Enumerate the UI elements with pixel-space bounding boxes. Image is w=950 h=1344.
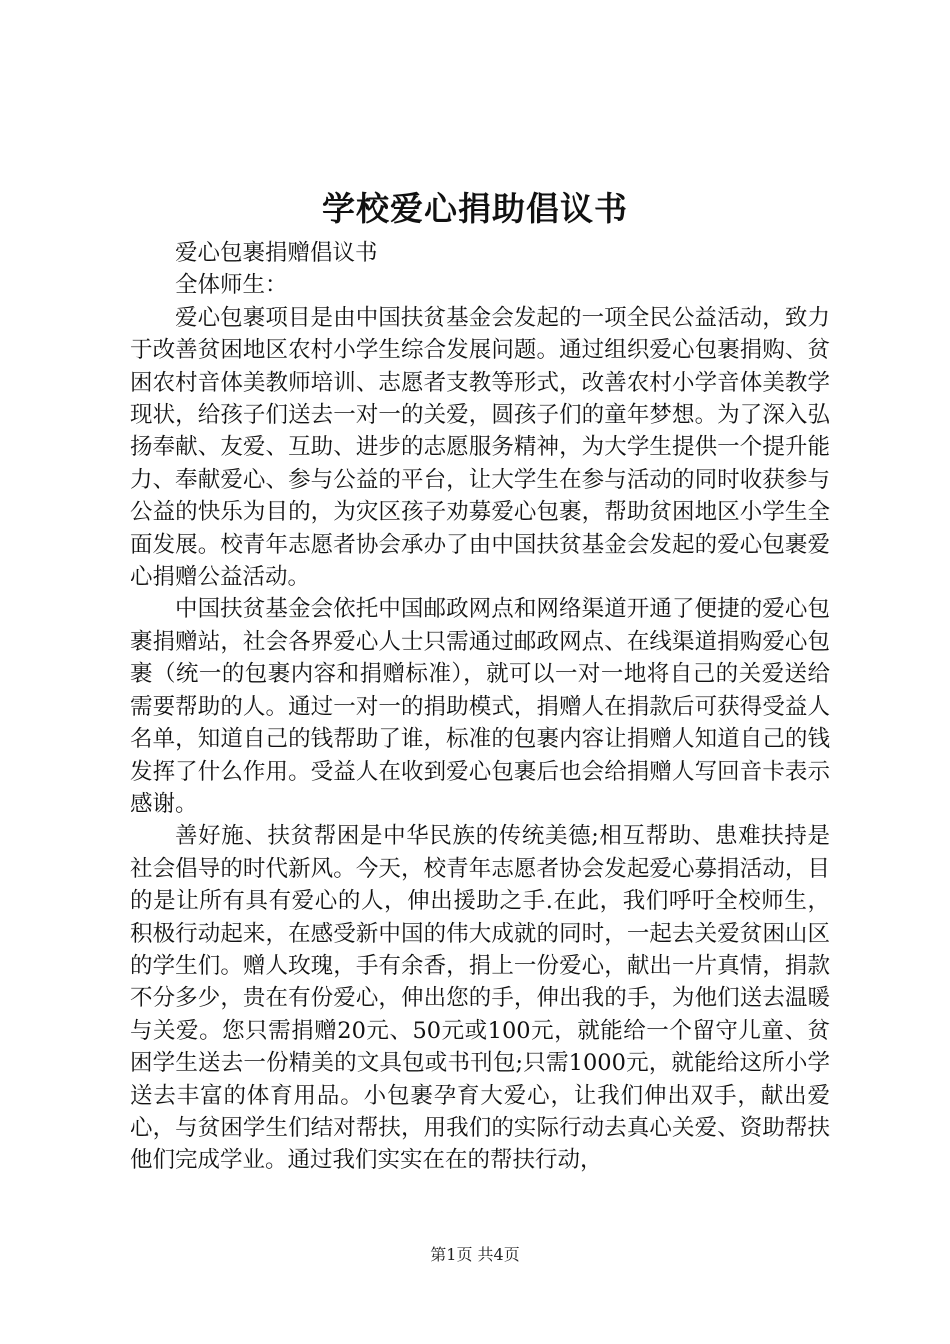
document-subtitle: 爱心包裹捐赠倡议书 <box>175 240 378 266</box>
page-footer: 第1页 共4页 <box>430 1245 520 1264</box>
paragraph-1: 爱心包裹项目是由中国扶贫基金会发起的一项全民公益活动，致力于改善贫困地区农村小学生综合发展问题。通过组织爱心包裹捐购、贫困农村音体美教师培训、志愿者支教等形式，改善农村小学音体美教学现状，给孩子们送去一对一的关爱，圆孩子们的童年梦想。为了深入弘扬奉献、友爱、互助、进步的志愿服务精神，为大学生提供一个提升能力、奉献爱心、参与公益的平台，让大学生在参与活动的同时收获参与公益的快乐为目的，为灾区孩子劝募爱心包裹，帮助贫困地区小学生全面发展。校青年志愿者协会承办了由中国扶贫基金会发起的爱心包裹爱心捐赠公益活动。 <box>130 304 830 591</box>
paragraph-3: 善好施、扶贫帮困是中华民族的传统美德;相互帮助、患难扶持是社会倡导的时代新风。今天，校青年志愿者协会发起爱心募捐活动，目的是让所有具有爱心的人，伸出援助之手.在此，我们呼吁全校师生，积极行动起来，在感受新中国的伟大成就的同时，一起去关爱贫困山区的学生们。赠人玫瑰，手有余香，捐上一份爱心，献出一片真情，捐款不分多少，贵在有份爱心，伸出您的手，伸出我的手，为他们送去温暖与关爱。您只需捐赠20元、50元或100元，就能给一个留守儿童、贫困学生送去一份精美的文具包或书刊包;只需1000元，就能给这所小学送去丰富的体育用品。小包裹孕育大爱心，让我们伸出双手，献出爱心，与贫困学生们结对帮扶，用我们的实际行动去真心关爱、资助帮扶他们完成学业。通过我们实实在在的帮扶行动， <box>130 823 830 1174</box>
document-title: 学校爱心捐助倡议书 <box>322 189 628 228</box>
document-body <box>130 237 830 1177</box>
salutation: 全体师生： <box>175 272 288 299</box>
paragraph-2: 中国扶贫基金会依托中国邮政网点和网络渠道开通了便捷的爱心包裹捐赠站，社会各界爱心人士只需通过邮政网点、在线渠道捐购爱心包裹（统一的包裹内容和捐赠标准），就可以一对一地将自己的关爱送给需要帮助的人。通过一对一的捐助模式，捐赠人在捐款后可获得受益人名单，知道自己的钱帮助了谁，标准的包裹内容让捐赠人知道自己的钱发挥了什么作用。受益人在收到爱心包裹后也会给捐赠人写回音卡表示感谢。 <box>130 596 830 817</box>
